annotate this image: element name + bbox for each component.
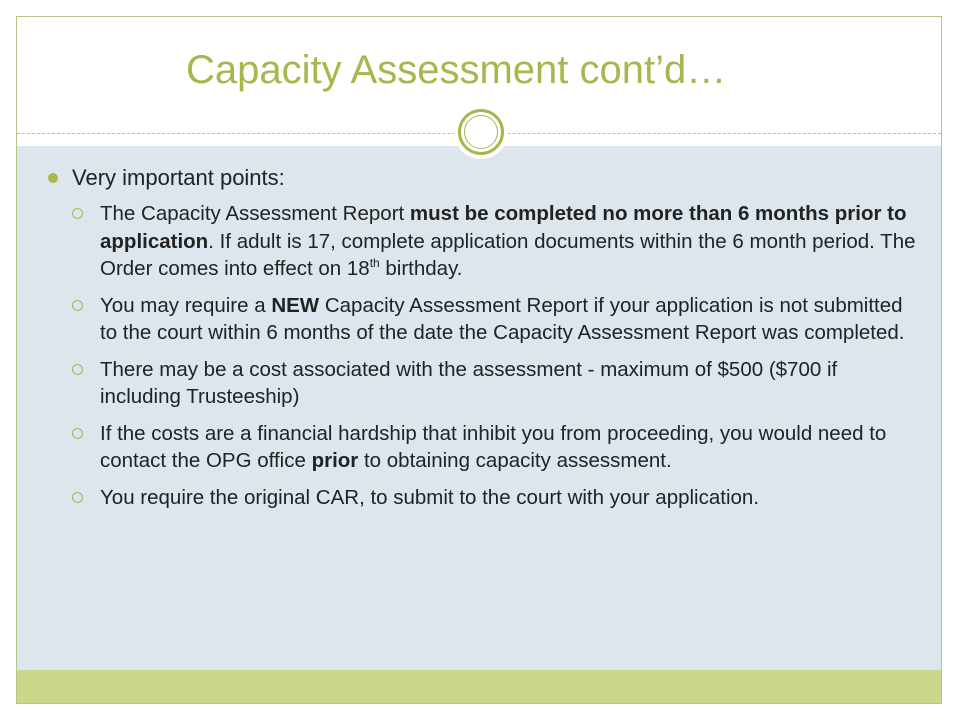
- filled-bullet-icon: [48, 173, 58, 183]
- emphasis-text: NEW: [271, 293, 320, 317]
- hollow-bullet-icon: [72, 208, 83, 219]
- sub-bullet-text: There may be a cost associated with the assessment - maximum of $500 ($700 if including Trusteeship): [100, 357, 838, 408]
- bottom-accent-bar: [17, 670, 941, 703]
- emphasis-text: must be completed no more than 6 months prior to application: [100, 202, 907, 253]
- sub-bullet-text: . If adult is 17, complete application documents within the 6 month period. The Order comes into effect on 18: [100, 229, 916, 280]
- sub-bullet-text: birthday.: [379, 257, 463, 280]
- sub-bullet-5: [48, 484, 918, 512]
- hollow-bullet-icon: [72, 364, 83, 375]
- sub-bullet-text: You require the original CAR, to submit to the court with your application.: [100, 485, 760, 509]
- sub-bullet-3: [48, 356, 918, 411]
- hollow-bullet-icon: [72, 300, 83, 311]
- circle-ornament-inner: [464, 115, 498, 149]
- main-bullet: [48, 164, 918, 192]
- sub-bullet-text: The Capacity Assessment Report: [100, 202, 410, 225]
- hollow-bullet-icon: [72, 428, 83, 439]
- emphasis-text: prior: [311, 449, 359, 472]
- sub-bullet-text: to obtaining capacity assessment.: [358, 449, 672, 472]
- sub-bullet-text: If the costs are a financial hardship that inhibit you from proceeding, you would need to contact the OPG office: [100, 421, 887, 472]
- sub-bullet-1: [48, 200, 918, 283]
- hollow-bullet-icon: [72, 492, 83, 503]
- slide-body: [48, 164, 918, 520]
- slide-title: Capacity Assessment cont’d…: [186, 48, 727, 92]
- sub-bullet-4: [48, 420, 918, 475]
- sub-bullet-text: Capacity Assessment Report if your application is not submitted to the court within 6 months of the date the Capacity Assessment Report was completed.: [100, 293, 905, 344]
- main-bullet-text: Very important points:: [72, 165, 285, 190]
- superscript-text: th: [369, 256, 380, 271]
- sub-bullet-text: You may require a: [100, 293, 272, 317]
- sub-bullet-2: [48, 292, 918, 347]
